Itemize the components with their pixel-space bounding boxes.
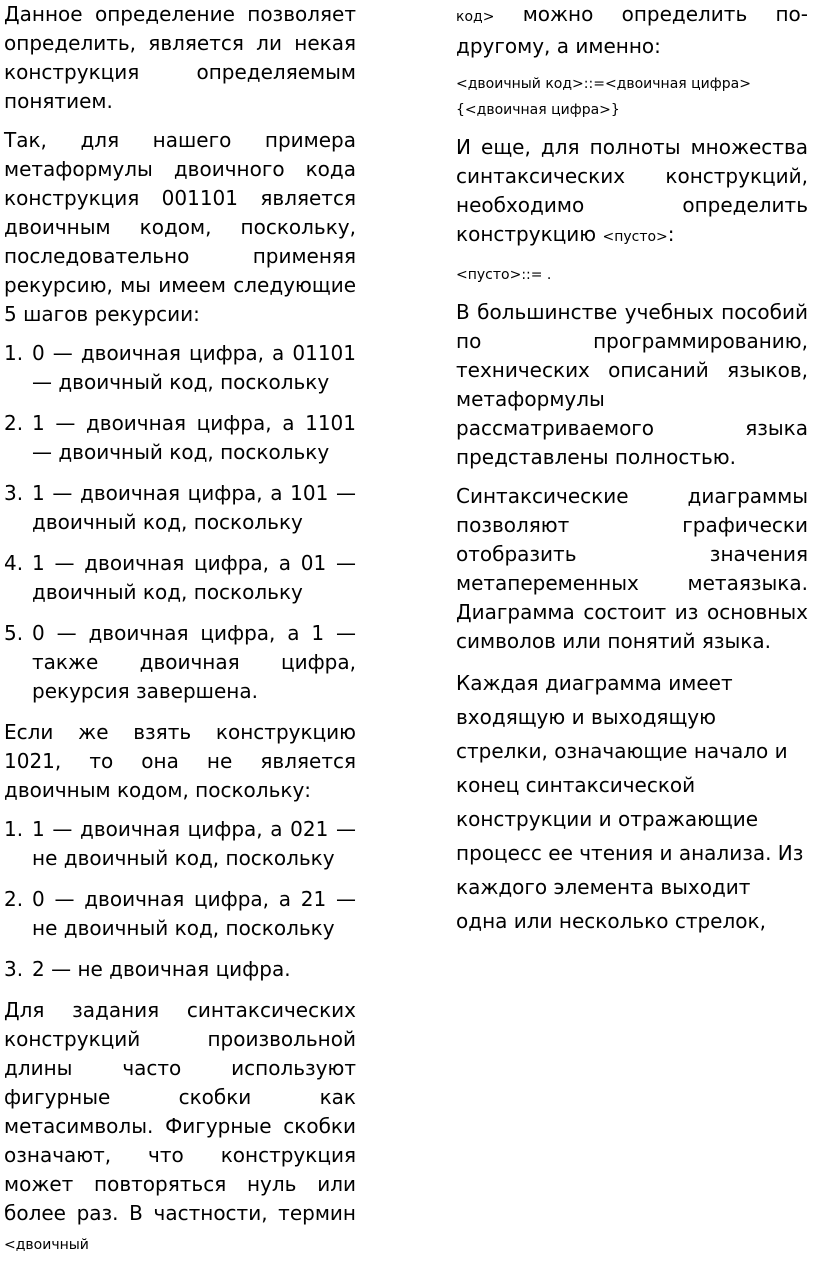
- list-item: 2. 1 — двоичная цифра, а 1101 — двоичный код, поскольку: [4, 411, 356, 464]
- paragraph-counterexample: Если же взять конструкцию 1021, то она не является двоичным кодом, поскольку:: [4, 720, 356, 802]
- right-column: [456, 0, 808, 948]
- left-column: [4, 0, 356, 1270]
- list-item: 1. 1 — двоичная цифра, а 021 — не двоичный код, поскольку: [4, 817, 356, 870]
- list-item: 4. 1 — двоичная цифра, а 01 — двоичный код, поскольку: [4, 551, 356, 604]
- paragraph-braces: Для задания синтаксических конструкций произвольной длины часто используют фигурные скобки как метасимволы. Фигурные скобки означают, что конструкция может повторяться нуль или более раз. В частности, термин <двоичный: [4, 998, 356, 1253]
- paragraph-empty-construct: И еще, для полноты множества синтаксических конструкций, необходимо определить конструкцию <пусто>:: [456, 135, 808, 246]
- list-item: 1. 0 — двоичная цифра, а 01101 — двоичный код, поскольку: [4, 341, 356, 394]
- paragraph-definition: Данное определение позволяет определить, является ли некая конструкция определяемым понятием.: [4, 2, 356, 113]
- list-item: 3. 1 — двоичная цифра, а 101 — двоичный код, поскольку: [4, 481, 356, 534]
- metaformula-empty: <пусто>::= .: [456, 267, 552, 283]
- recursion-steps-list: [4, 339, 356, 706]
- paragraph-diagram-arrows: Каждая диаграмма имеет входящую и выходящую стрелки, означающие начало и конец синтаксической конструкции и отражающие процесс ее чтения и анализа. Из каждого элемента выходит одна или несколько стрелок,: [456, 671, 804, 933]
- paragraph-syntax-diagrams: Синтаксические диаграммы позволяют графически отобразить значения метапеременных метаязыка. Диаграмма состоит из основных символов или понятий языка.: [456, 484, 808, 653]
- paragraph-alt-definition: код> можно определить по-другому, а именно:: [456, 2, 809, 58]
- paragraph-example: Так, для нашего примера метаформулы двоичного кода конструкция 001101 является двоичным кодом, поскольку, последовательно применяя рекурсию, мы имеем следующие 5 шагов рекурсии:: [4, 128, 356, 326]
- metaformula-binary-code: <двоичный код>::=<двоичная цифра>{<двоичная цифра>}: [456, 76, 751, 118]
- paragraph-textbooks: В большинстве учебных пособий по программированию, технических описаний языков, метаформулы рассматриваемого языка представлены полностью.: [456, 300, 808, 469]
- list-item: 3. 2 — не двоичная цифра.: [4, 957, 291, 981]
- counterexample-steps-list: [4, 815, 356, 984]
- list-item: 5. 0 — двоичная цифра, а 1 — также двоичная цифра, рекурсия завершена.: [4, 621, 356, 703]
- list-item: 2. 0 — двоичная цифра, а 21 — не двоичный код, поскольку: [4, 887, 356, 940]
